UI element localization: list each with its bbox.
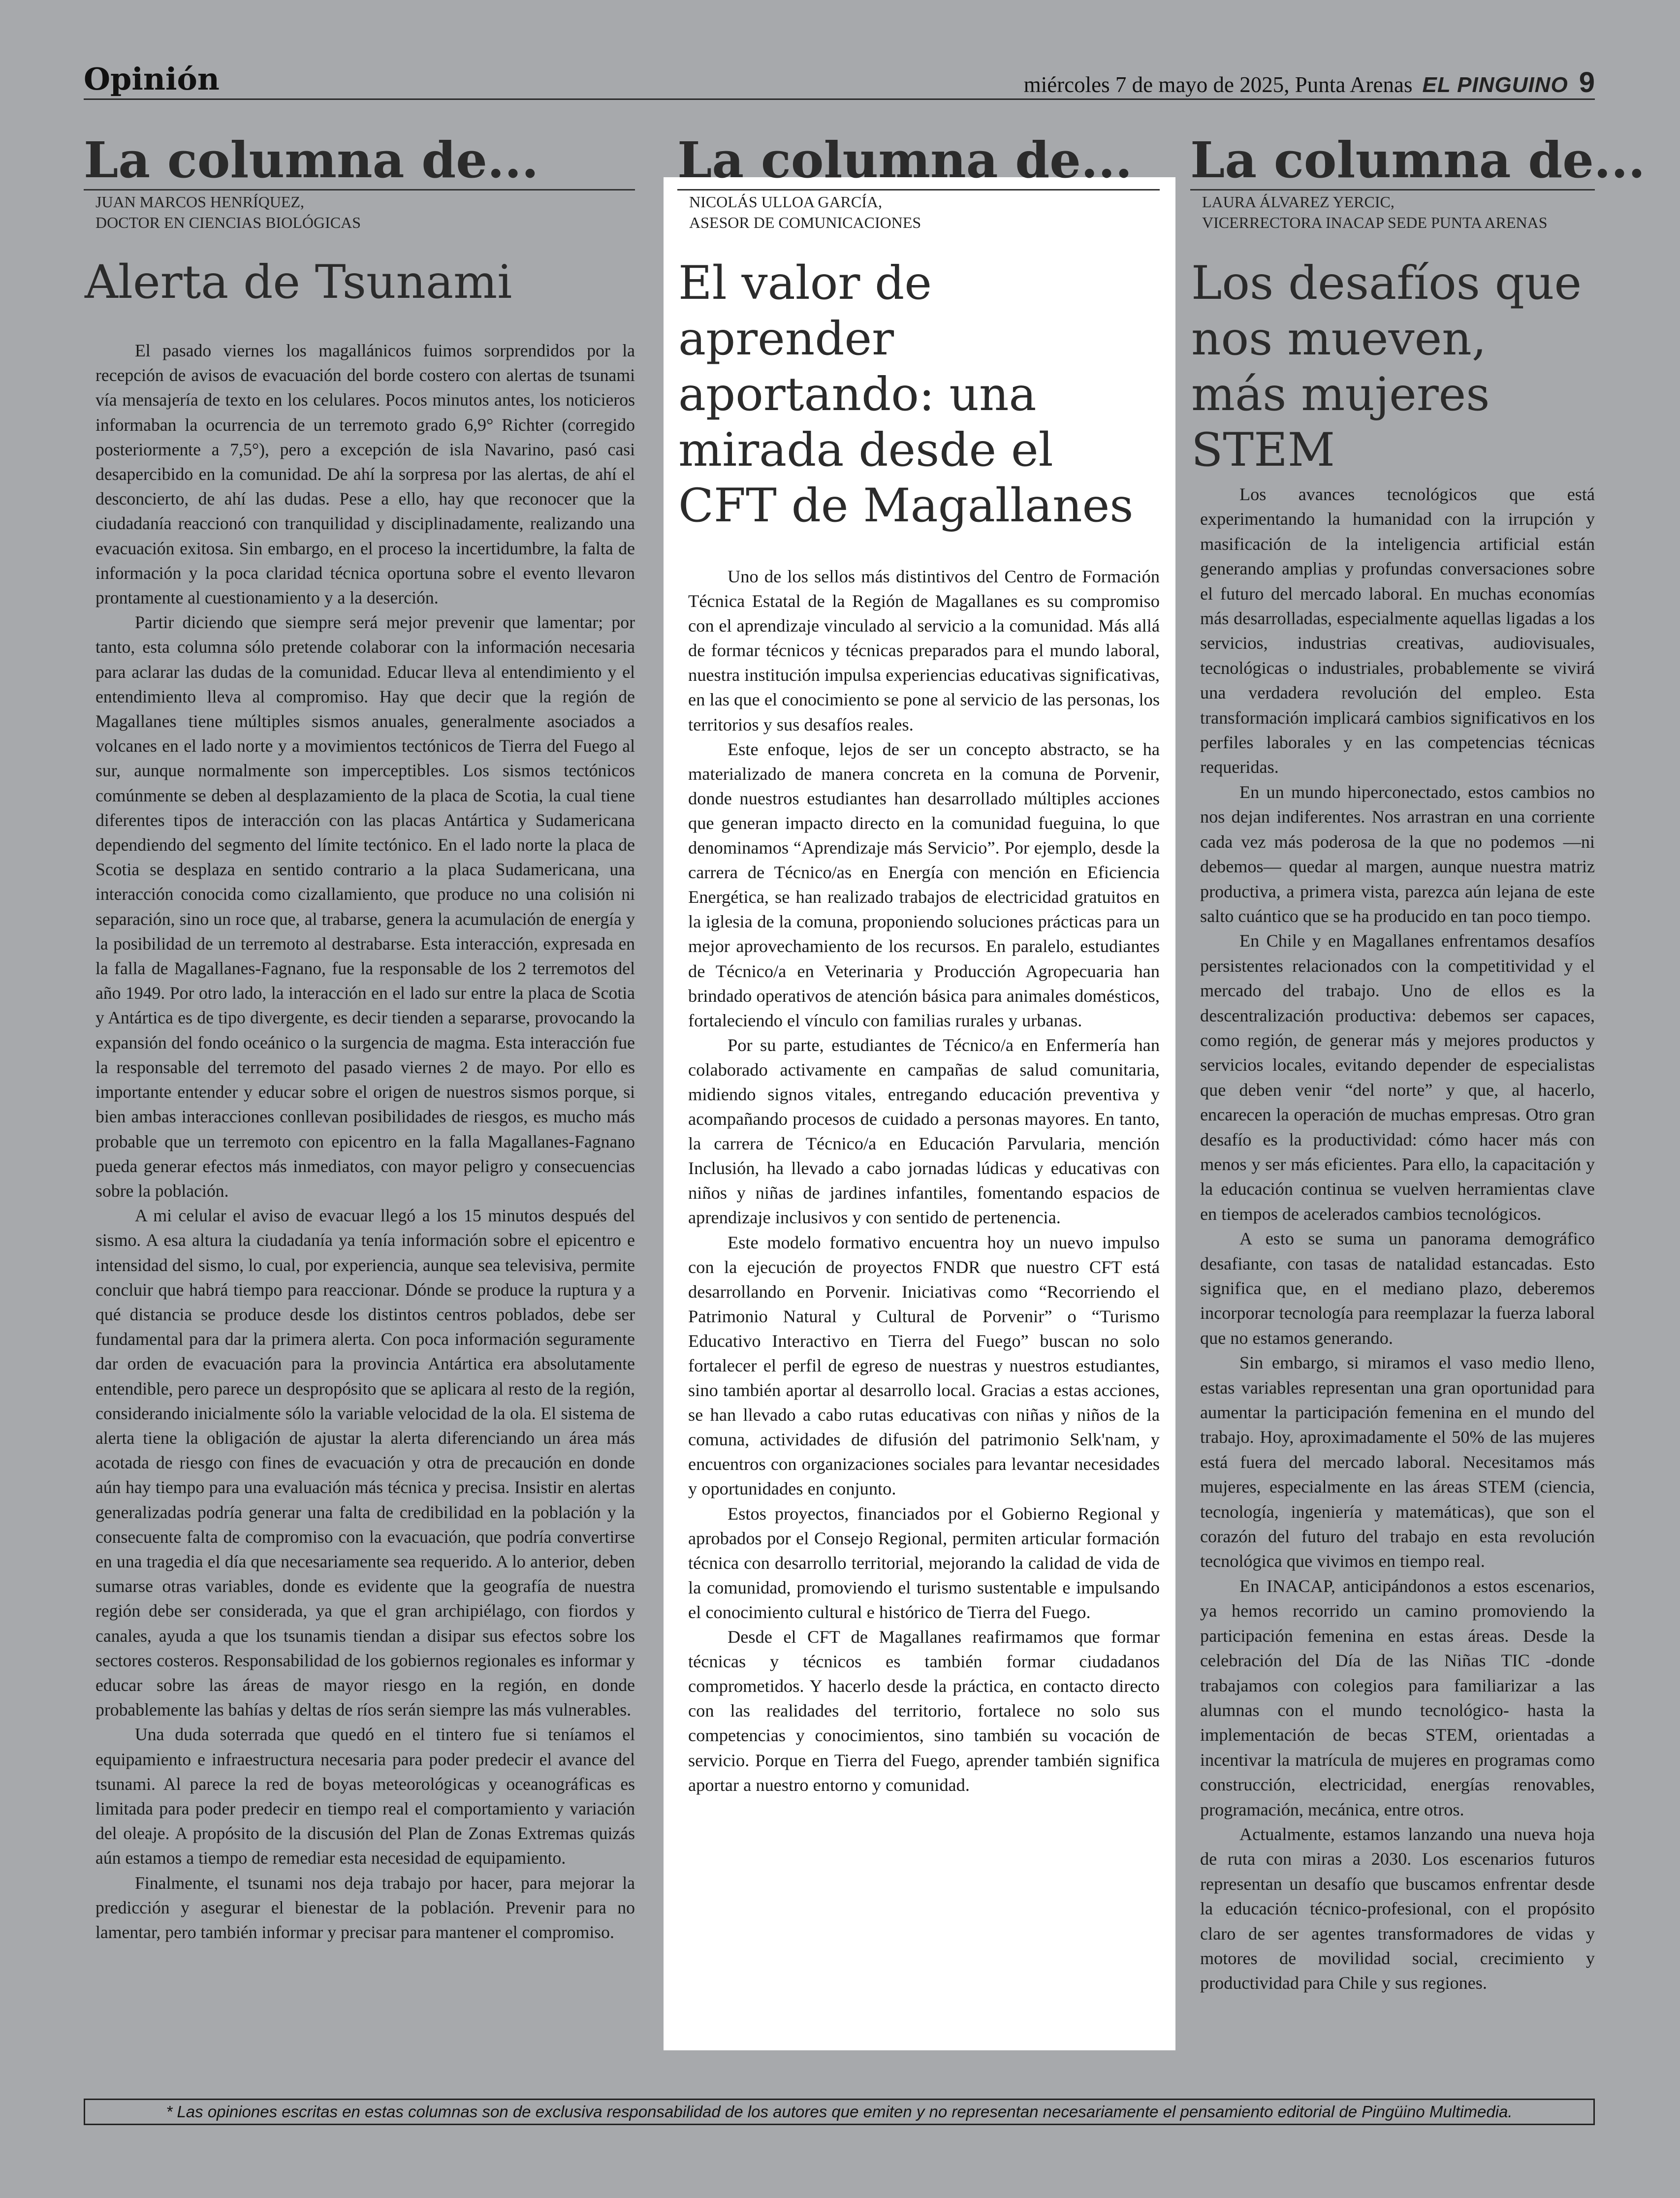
author-block	[1190, 189, 1595, 233]
author-name: JUAN MARCOS HENRÍQUEZ,	[95, 193, 305, 211]
author-block	[84, 189, 635, 233]
header-meta	[1024, 66, 1595, 99]
paragraph: Una duda soterrada que quedó en el tintero fue si teníamos el equipamiento e infraestructura necesaria para poder predecir el avance del tsunami. Al parece la red de boyas meteorológicas y oceanográficas es limitada para poder predecir en tiempo real el comportamiento y variación del oleaje. A propósito de la discusión del Plan de Zonas Extremas quizás aún estamos a tiempo de remediar esta necesidad de equipamiento.	[95, 1724, 635, 1868]
paragraph: Actualmente, estamos lanzando una nueva hoja de ruta con miras a 2030. Los escenarios futuros representan un desafío que buscamos enfrentar desde la educación técnico-profesional, con el propósito claro de ser agentes transformadores de vidas y motores de movilidad social, crecimiento y productividad para Chile y sus regiones.	[1200, 1824, 1595, 1993]
article-headline: Los desafíos que nos mueven, más mujeres STEM	[1191, 256, 1582, 477]
paragraph: Uno de los sellos más distintivos del Centro de Formación Técnica Estatal de la Región de Magallanes es su compromiso con el aprendizaje vinculado al servicio a la comunidad. Más allá de formar técnicos y técnicas preparados para el mundo laboral, nuestra institución impulsa experiencias educativas significativas, en las que el conocimiento se pone al servicio de las personas, los territorios y sus desafíos reales.	[688, 567, 1160, 734]
section-title: Opinión	[84, 61, 220, 97]
paragraph: En Chile y en Magallanes enfrentamos desafíos persistentes relacionados con la competitividad y el mercado del trabajo. Uno de ellos es la descentralización productiva: debemos ser capaces, como región, de generar más y mejores productos y servicios locales, evitando depender de especialistas que deben venir “del norte” y que, al hacerlo, encarecen la operación de muchas empresas. Otro gran desafío es la productividad: cómo hacer más con menos y ser más eficientes. Para ello, la capacitación y la educación continua se vuelven herramientas clave en tiempos de acelerados cambios tecnológicos.	[1200, 931, 1595, 1224]
opinion-column-2	[664, 131, 1175, 2050]
paragraph: Sin embargo, si miramos el vaso medio lleno, estas variables representan una gran oportunidad para aumentar la participación femenina en el mundo del trabajo. Hoy, aproximadamente el 50% de las mujeres está fuera del mercado laboral. Necesitamos más mujeres, especialmente en las áreas STEM (ciencia, tecnología, ingeniería y matemáticas), que son el corazón del futuro del trabajo en esta revolución tecnológica que vivimos en tiempo real.	[1200, 1353, 1595, 1571]
author-title: ASESOR DE COMUNICACIONES	[689, 214, 921, 231]
author-name: LAURA ÁLVAREZ YERCIC,	[1202, 193, 1395, 211]
paragraph: Finalmente, el tsunami nos deja trabajo por hacer, para mejorar la predicción y asegurar el bienestar de la población. Prevenir para no lamentar, pero también informar y precisar para mantener el compromiso.	[95, 1873, 635, 1942]
author-block	[677, 189, 1160, 233]
paragraph: A mi celular el aviso de evacuar llegó a los 15 minutos después del sismo. A esa altura la ciudadanía ya tenía información sobre el epicentro e intensidad del sismo, lo cual, por experiencia, aunque sea televisiva, permite concluir que habrá tiempo para reaccionar. Dónde se produce la ruptura y a qué distancia se produce desde los distintos centros poblados, debe ser fundamental para dar la primera alerta. Con poca información seguramente dar orden de evacuación para la provincia Antártica era absolutamente entendible, pero parece un despropósito que se aplicara al resto de la región, considerando inicialmente sólo la variable velocidad de la ola. El sistema de alerta tiene la obligación de ajustar la alerta diferenciando un área más acotada de riesgo con fines de evacuación y otra de precaución en donde aún hay tiempo para una evaluación más técnica y precisa. Insistir en alertas generalizadas podría generar una falta de credibilidad en la población y la consecuente falta de compromiso con la evacuación, que podría convertirse en una tragedia el día que necesariamente sea requerido. A lo anterior, deben sumarse otras variables, donde es evidente que la geografía de nuestra región debe ser considerada, ya que el gran archipiélago, con fiordos y canales, ayuda a que los tsunamis tiendan a disipar sus efectos sobre los sectores costeros. Responsabilidad de los gobiernos regionales es informar y educar sobre las áreas de mayor riesgo en la región, en donde probablemente las bahías y deltas de ríos serán siempre las más vulnerables.	[95, 1206, 635, 1720]
page-number: 9	[1579, 66, 1595, 98]
column-kicker: La columna de...	[677, 131, 1133, 189]
page-header	[84, 59, 1595, 100]
article-body	[1190, 482, 1595, 1996]
newspaper-logo: EL PINGUINO	[1422, 73, 1568, 97]
paragraph: En un mundo hiperconectado, estos cambios no nos dejan indiferentes. Nos arrastran en una corriente cada vez más poderosa de la que no podemos —ni debemos— quedar al margen, aunque nuestra matriz productiva, a primera vista, parezca aún lejana de este salto cuántico que se ha producido en tan poco tiempo.	[1200, 782, 1595, 926]
paragraph: Por su parte, estudiantes de Técnico/a en Enfermería han colaborado activamente en campañas de salud comunitaria, midiendo signos vitales, entregando educación preventiva y acompañando procesos de cuidado a personas mayores. En tanto, la carrera de Técnico/a en Educación Parvularia, mención Inclusión, ha llevado a cabo jornadas lúdicas y educativas con niños y niñas de jardines infantiles, fomentando espacios de aprendizaje inclusivos y con sentido de pertenencia.	[688, 1035, 1160, 1228]
opinion-column-1	[84, 133, 635, 1944]
author-title: VICERRECTORA INACAP SEDE PUNTA ARENAS	[1202, 214, 1548, 231]
paragraph: Estos proyectos, financiados por el Gobierno Regional y aprobados por el Consejo Regional, permiten articular formación técnica con desarrollo territorial, mejorando la calidad de vida de la comunidad, promoviendo el turismo sustentable e impulsando el conocimiento cultural e histórico de Tierra del Fuego.	[688, 1503, 1160, 1622]
paragraph: Este modelo formativo encuentra hoy un nuevo impulso con la ejecución de proyectos FNDR que nuestro CFT está desarrollando en Porvenir. Iniciativas como “Recorriendo el Patrimonio Natural y Cultural de Porvenir” o “Turismo Educativo Interactivo en Tierra del Fuego” buscan no solo fortalecer el perfil de egreso de nuestras y nuestros estudiantes, sino también aportar al desarrollo local. Gracias a estas acciones, se han llevado a cabo rutas educativas con niñas y niños de la comuna, actividades de difusión del patrimonio Selk'nam, y encuentros con organizaciones sociales para levantar necesidades y oportunidades en conjunto.	[688, 1232, 1160, 1499]
paragraph: Los avances tecnológicos que está experimentando la humanidad con la irrupción y masificación de la inteligencia artificial están generando amplias y profundas conversaciones sobre el futuro del mercado laboral. En muchas economías más desarrolladas, especialmente aquellas ligadas a los servicios, industrias creativas, audiovisuales, tecnológicas o industriales, probablemente se vivirá una verdadera revolución del empleo. Esta transformación implicará cambios significativos en los perfiles laborales y en las competencias técnicas requeridas.	[1200, 484, 1595, 777]
disclaimer-box: * Las opiniones escritas en estas columnas son de exclusiva responsabilidad de los autores que emiten y no representan necesariamente el pensamiento editorial de Pingüino Multimedia.	[84, 2099, 1595, 2125]
paragraph: A esto se suma un panorama demográfico desafiante, con tasas de natalidad estancadas. Esto significa que, en el mediano plazo, deberemos incorporar tecnología para reemplazar la fuerza laboral que no estamos generando.	[1200, 1229, 1595, 1348]
date-line: miércoles 7 de mayo de 2025, Punta Arenas	[1023, 72, 1413, 97]
article-headline: Alerta de Tsunami	[85, 255, 512, 309]
column-kicker: La columna de...	[1190, 131, 1646, 189]
opinion-column-3	[1190, 131, 1646, 1996]
paragraph: Partir diciendo que siempre será mejor prevenir que lamentar; por tanto, esta columna sólo pretende colaborar con la información necesaria para aclarar las dudas de la comunidad. Educar lleva al entendimiento y el entendimiento lleva al compromiso. Hay que decir que la región de Magallanes tiene múltiples sismos anuales, generalmente asociados a volcanes en el lado norte y a movimientos tectónicos de Tierra del Fuego al sur, aunque normalmente son imperceptibles. Los sismos tectónicos comúnmente se deben al desplazamiento de la placa de Scotia, la cual tiene diferentes tipos de interacción con las placas Antártica y Sudamericana dependiendo del segmento del límite tectónico. En el lado norte la placa de Scotia se desplaza en sentido contrario a la placa Sudamericana, una interacción conocida como cizallamiento, que produce no una colisión ni separación, sino un roce que, al trabarse, genera la acumulación de energía y la posibilidad de un terremoto al destrabarse. Esta interacción, expresada en la falla de Magallanes-Fagnano, fue la responsable de los 2 terremotos del año 1949. Por otro lado, la interacción en el lado sur entre la placa de Scotia y Antártica es de tipo divergente, es decir tienden a separarse, provocando la expansión del fondo oceánico o la surgencia de magma. Esta interacción fue la responsable del terremoto del pasado viernes 2 de mayo. Por ello es importante entender y educar sobre el origen de nuestros sismos porque, si bien ambas interacciones conllevan posibilidades de riesgos, es mucho más probable que un terremoto con epicentro en la falla Magallanes-Fagnano pueda generar efectos más inmediatos, con mayor peligro y consecuencias sobre la población.	[95, 612, 635, 1201]
article-headline: El valor de aprender aportando: una mirada desde el CFT de Magallanes	[678, 256, 1134, 533]
article-body	[677, 564, 1160, 1797]
paragraph: Este enfoque, lejos de ser un concepto abstracto, se ha materializado de manera concreta en la comuna de Porvenir, donde nuestros estudiantes han desarrollado múltiples acciones que generan impacto directo en la comunidad fueguina, lo que denominamos “Aprendizaje más Servicio”. Por ejemplo, desde la carrera de Técnico/as en Energía con mención en Eficiencia Energética, se han realizado trabajos de electricidad gratuitos en la iglesia de la comuna, proponiendo soluciones prácticas para un mejor aprovechamiento de los recursos. En paralelo, estudiantes de Técnico/a en Veterinaria y Producción Agropecuaria han brindado operativos de atención básica para animales domésticos, fortaleciendo el vínculo con familias rurales y urbanas.	[688, 739, 1160, 1030]
column-kicker: La columna de...	[84, 131, 539, 189]
paragraph: En INACAP, anticipándonos a estos escenarios, ya hemos recorrido un camino promoviendo la participación femenina en estas áreas. Desde la celebración del Día de las Niñas TIC -donde trabajamos con colegios para familiarizar a las alumnas con el mundo tecnológico- hasta la implementación de becas STEM, orientadas a incentivar la matrícula de mujeres en programas como construcción, electricidad, energías renovables, programación, mecánica, entre otros.	[1200, 1576, 1595, 1819]
article-body	[84, 338, 635, 1944]
author-title: DOCTOR EN CIENCIAS BIOLÓGICAS	[95, 214, 361, 231]
author-name: NICOLÁS ULLOA GARCÍA,	[689, 193, 882, 211]
paragraph: El pasado viernes los magallánicos fuimos sorprendidos por la recepción de avisos de evacuación del borde costero con alertas de tsunami vía mensajería de texto en los celulares. Pocos minutos antes, los noticieros informaban la ocurrencia de un terremoto grado 6,9° Richter (corregido posteriormente a 7,5°), pero a excepción de isla Navarino, pasó casi desapercibido en la comunidad. De ahí la sorpresa por las alertas, de ahí el desconcierto, de ahí las dudas. Pese a ello, hay que reconocer que la ciudadanía reaccionó con tranquilidad y disciplinadamente, realizando una evacuación exitosa. Sin embargo, en el proceso la incertidumbre, la falta de información y la poca claridad técnica oportuna sobre el evento llevaron prontamente al cuestionamiento y a la deserción.	[95, 341, 635, 608]
paragraph: Desde el CFT de Magallanes reafirmamos que formar técnicas y técnicos es también formar ciudadanos comprometidos. Y hacerlo desde la práctica, en contacto directo con las realidades del territorio, fortalece no solo sus competencias y conocimientos, sino también su vocación de servicio. Porque en Tierra del Fuego, aprender también significa aportar a nuestro entorno y comunidad.	[688, 1627, 1160, 1795]
